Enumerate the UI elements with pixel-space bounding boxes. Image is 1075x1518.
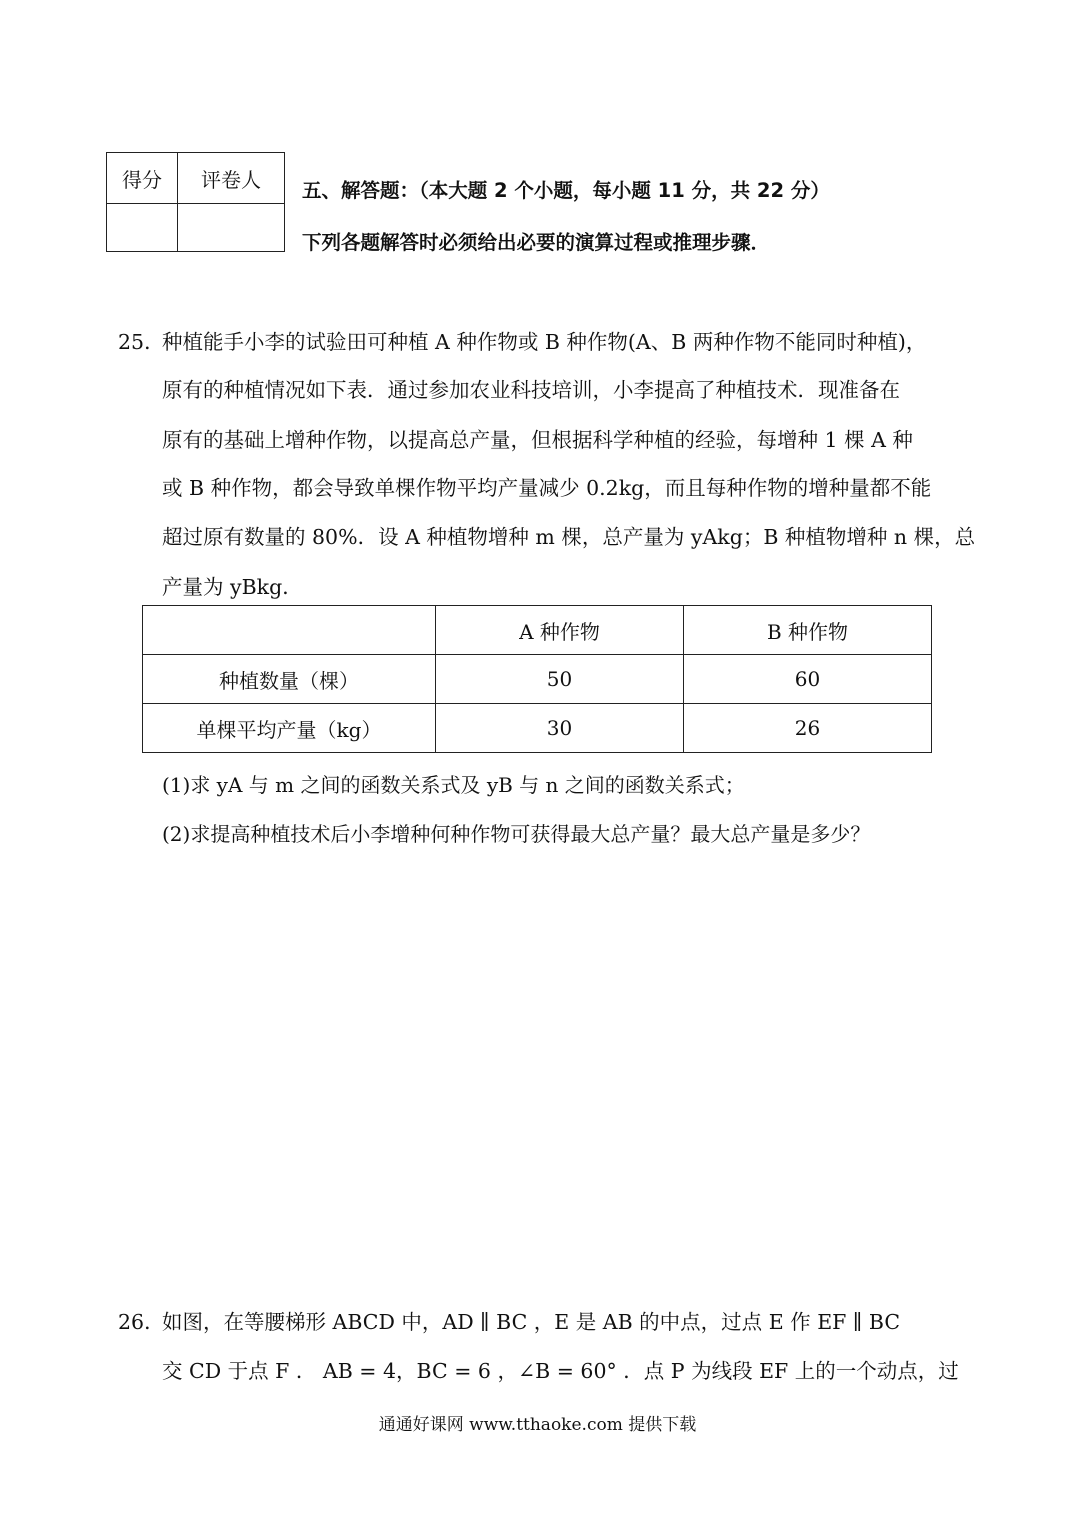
question-25-number: 25． [118, 330, 165, 354]
question-25-part-1: (1)求 yA 与 m 之间的函数关系式及 yB 与 n 之间的函数关系式； [162, 773, 745, 797]
table-cell: 60 [684, 655, 932, 704]
crop-table [142, 605, 932, 753]
score-cell [107, 204, 178, 252]
question-26-number: 26． [118, 1310, 165, 1334]
question-25-line: 超过原有数量的 80%．设 A 种植物增种 m 棵，总产量为 yAkg；B 种植物增种 n 棵，总 [162, 525, 976, 549]
question-26-line: 如图，在等腰梯形 ABCD 中，AD ∥ BC ，E 是 AB 的中点，过点 E 作 EF ∥ BC [162, 1310, 901, 1334]
table-row [143, 704, 932, 753]
table-cell: 30 [436, 704, 684, 753]
question-25-line: 原有的种植情况如下表．通过参加农业科技培训，小李提高了种植技术．现准备在 [162, 378, 900, 402]
table-cell: 单棵平均产量（kg） [143, 704, 436, 753]
table-cell: 种植数量（棵） [143, 655, 436, 704]
question-25-line: 原有的基础上增种作物，以提高总产量，但根据科学种植的经验，每增种 1 棵 A 种 [162, 428, 913, 452]
table-cell: 50 [436, 655, 684, 704]
score-label: 得分 [107, 153, 178, 204]
grader-cell [178, 204, 285, 252]
table-header-cell: B 种作物 [684, 606, 932, 655]
question-25-line: 种植能手小李的试验田可种植 A 种作物或 B 种作物(A、B 两种作物不能同时种植)， [162, 330, 927, 354]
table-header-cell: A 种作物 [436, 606, 684, 655]
table-header-row [143, 606, 932, 655]
grader-label: 评卷人 [178, 153, 285, 204]
section-instruction: 下列各题解答时必须给出必要的演算过程或推理步骤． [302, 231, 771, 254]
table-row [143, 655, 932, 704]
section-title: 五、解答题：（本大题 2 个小题，每小题 11 分，共 22 分） [302, 179, 830, 202]
table-cell: 26 [684, 704, 932, 753]
question-25-line: 产量为 yBkg． [162, 575, 303, 599]
page-footer: 通通好课网 www.tthaoke.com 提供下载 [378, 1415, 697, 1435]
question-25-line: 或 B 种作物，都会导致单棵作物平均产量减少 0.2kg，而且每种作物的增种量都不能 [162, 476, 932, 500]
score-box [106, 152, 285, 252]
question-26-line: 交 CD 于点 F ． AB = 4，BC = 6 ，∠B = 60° ．点 P 为线段 EF 上的一个动点，过 [162, 1359, 959, 1383]
table-header-cell [143, 606, 436, 655]
question-25-part-2: (2)求提高种植技术后小李增种何种作物可获得最大总产量？最大总产量是多少？ [162, 822, 871, 846]
